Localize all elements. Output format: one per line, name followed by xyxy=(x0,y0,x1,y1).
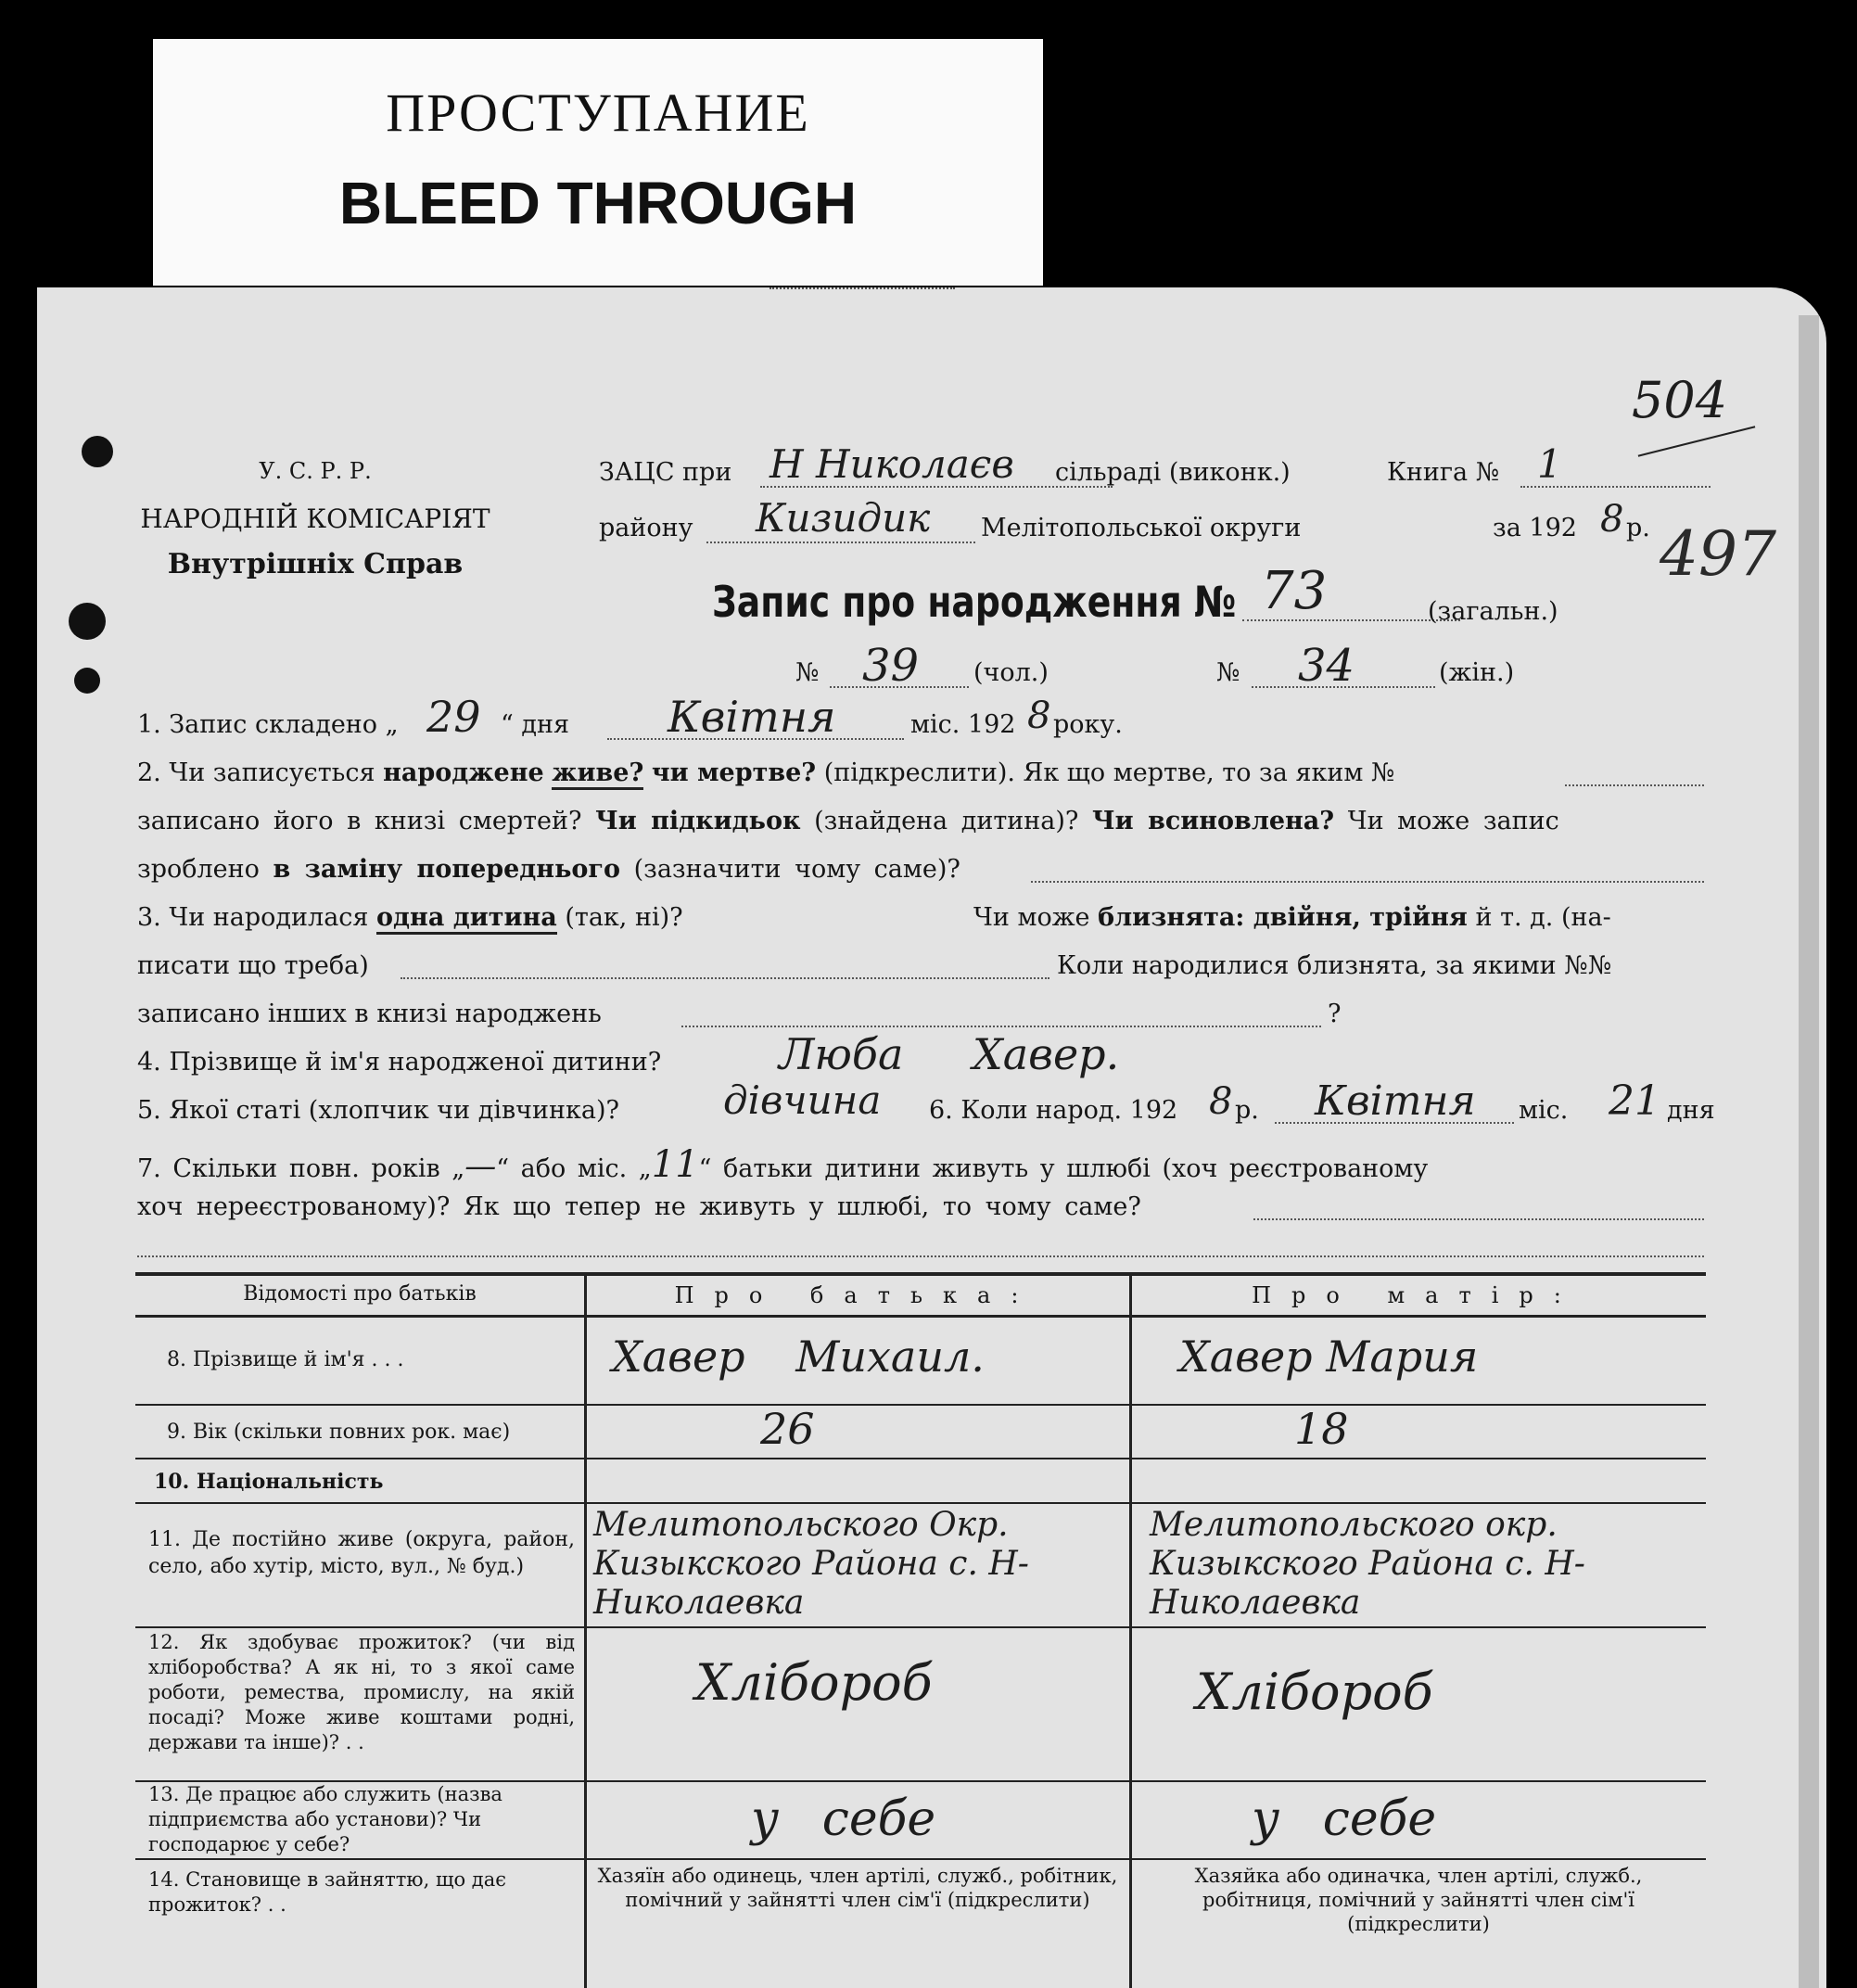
row-13-mother-hand: у себе xyxy=(1252,1791,1437,1847)
q4-child-name-hand: Люба Хавер. xyxy=(779,1029,1120,1079)
q1-end: року. xyxy=(1053,710,1123,739)
table-header-rule xyxy=(135,1315,1706,1318)
q2-death-number-field xyxy=(1565,784,1704,786)
q2-l2-c: (знайдена дитина)? xyxy=(814,807,1079,835)
q3-other-numbers-field xyxy=(681,1026,1321,1027)
row-13-label: 13. Де працює або служить (назва підприємства або установи)? Чи господарює у себе? xyxy=(148,1783,502,1855)
q3-l1-e: близнята: двійня, трійня xyxy=(1098,903,1468,932)
row-rule-8 xyxy=(135,1404,1706,1406)
q6-year-hand: 8 xyxy=(1209,1080,1233,1123)
female-count-field xyxy=(1252,686,1435,688)
q1-month-hand: Квітня xyxy=(668,692,836,742)
q2-l3-c: (зазначити чому саме)? xyxy=(633,855,960,884)
female-no-label: № xyxy=(1216,658,1240,687)
q1-prefix: 1. Запис складено „ xyxy=(137,710,399,739)
q7-reason-field xyxy=(1253,1218,1704,1220)
q3-l1-d: Чи може xyxy=(973,903,1090,932)
q6-label: 6. Коли народ. 192 xyxy=(929,1096,1178,1125)
birth-record-form xyxy=(37,287,1826,1988)
q2-replacement-field xyxy=(1031,881,1704,883)
q3-l2-a: писати що треба) xyxy=(137,951,369,980)
q2-line3 xyxy=(137,857,960,882)
district-label: району xyxy=(599,514,693,542)
row-14-label: 14. Становище в зайняттю, що дає прожиток? . . xyxy=(148,1868,506,1916)
row-14-mother-options: Хазяйка або одиначка, член артілі, служб., робітниця, помічний у зайнятті член сім'ї (підкреслити) xyxy=(1194,1865,1643,1935)
row-14-father-options: Хазяїн або одинець, член артілі, служб., робітник, помічний у зайнятті член сім'ї (підкреслити) xyxy=(597,1865,1118,1911)
q6-dnia: дня xyxy=(1667,1096,1715,1125)
q4-label: 4. Прізвище й ім'я народженої дитини? xyxy=(137,1048,662,1077)
issuer-line2: НАРОДНІЙ КОМІСАРІЯТ xyxy=(140,503,490,534)
margin-number-underline xyxy=(1638,426,1756,456)
q3-l3-a: записано інших в книзі народжень xyxy=(137,1000,602,1028)
row-9-father-hand: 26 xyxy=(760,1404,815,1454)
row-8-label: 8. Прізвище й ім'я . . . xyxy=(167,1348,404,1371)
record-number-hand: 73 xyxy=(1261,561,1328,621)
total-label: (загальн.) xyxy=(1428,597,1558,626)
book-label: Книга № xyxy=(1387,458,1500,487)
record-title: Запис про народження № xyxy=(712,577,1237,627)
q3-l2-b: Коли народилися близнята, за якими №№ xyxy=(1057,951,1612,980)
row-rule-9 xyxy=(135,1458,1706,1459)
q6-mis: міс. xyxy=(1519,1096,1569,1125)
book-field xyxy=(1520,486,1711,488)
q1-suffix: міс. 192 xyxy=(910,710,1016,739)
table-col-divider-1 xyxy=(584,1272,587,1988)
q7-years-hand: — xyxy=(464,1148,497,1185)
row-8-father-hand: Хавер Михаил. xyxy=(612,1332,985,1382)
table-header-father: Про батька: xyxy=(674,1282,1039,1308)
q3-twins-field xyxy=(401,977,1049,979)
q3-l1-f: й т. д. (на- xyxy=(1475,903,1611,932)
q3-l1-c: (так, ні)? xyxy=(565,903,683,932)
book-value: 1 xyxy=(1537,441,1562,487)
sheet-edge xyxy=(1799,315,1819,1988)
year-hand: 8 xyxy=(1600,498,1624,541)
q2-l1-b: народжене xyxy=(383,758,544,787)
margin-number-top: 504 xyxy=(1632,371,1728,429)
row-8-mother-hand: Хавер Мария xyxy=(1179,1332,1479,1382)
q7-reason-field-2 xyxy=(137,1255,1704,1257)
row-10-label: 10. Національність xyxy=(154,1470,384,1494)
q2-l3-a: зроблено xyxy=(137,855,260,884)
q3-single-field xyxy=(770,287,955,289)
q2-l1-e: (підкреслити). Як що мертве, то за яким № xyxy=(823,758,1395,787)
row-11-label: 11. Де постійно живе (округа, район, село, або хутір, місто, вул., № буд.) xyxy=(148,1528,575,1578)
row-rule-13 xyxy=(135,1858,1706,1860)
row-13-father-hand: у себе xyxy=(751,1791,936,1847)
row-9-label: 9. Вік (скільки повних рок. має) xyxy=(167,1421,511,1444)
q1-month-field xyxy=(607,738,904,740)
table-header-parents: Відомості про батьків xyxy=(243,1282,477,1306)
q7-l1-a: 7. Скільки повн. років „ xyxy=(137,1154,465,1183)
q1-mid: “ дня xyxy=(501,710,570,739)
district-hand: Кизидик xyxy=(756,495,931,541)
q5-label: 5. Якої статі (хлопчик чи дівчинка)? xyxy=(137,1096,619,1125)
district-suffix: Мелітопольської округи xyxy=(981,514,1302,542)
council-hand: Н Николаєв xyxy=(770,441,1014,487)
table-col-divider-2 xyxy=(1129,1272,1132,1988)
q5-sex-hand: дівчина xyxy=(723,1077,882,1123)
q3-line1b xyxy=(973,905,1611,930)
q1-year-hand: 8 xyxy=(1027,695,1051,737)
archive-label-ru: ПРОСТУПАНИЕ xyxy=(386,83,810,143)
archive-label-en: BLEED THROUGH xyxy=(338,170,858,236)
q7-l1-c: “ батьки дитини живуть у шлюбі (хоч реєстрованому xyxy=(698,1154,1429,1183)
district-field xyxy=(706,542,975,543)
q3-line1a xyxy=(137,905,683,930)
q6-month-field xyxy=(1275,1122,1514,1124)
row-12-mother-hand: Хлібороб xyxy=(1196,1663,1433,1721)
q6-r: р. xyxy=(1235,1096,1259,1125)
male-label: (чол.) xyxy=(973,658,1049,687)
q2-l3-b: в заміну попереднього xyxy=(273,855,620,884)
q3-l3-b: ? xyxy=(1328,1000,1342,1028)
zags-prefix: ЗАЦС при xyxy=(599,458,732,487)
q2-line2 xyxy=(137,809,1559,834)
q7-l2: хоч нереєстрованому)? Як що тепер не живуть у шлюбі, то чому саме? xyxy=(137,1192,1141,1221)
male-count-field xyxy=(830,686,969,688)
row-12-label: 12. Як здобуває прожиток? (чи від хліборобства? А як ні, то з якої саме роботи, ремества, промислу, на якій посаді? Може живе коштами родні, держави та інше)? . . xyxy=(148,1631,575,1753)
year-suffix: р. xyxy=(1626,514,1650,542)
row-rule-10 xyxy=(135,1502,1706,1504)
q6-month-hand: Квітня xyxy=(1315,1077,1476,1125)
q2-line1 xyxy=(137,760,1394,785)
q3-l1-a: 3. Чи народилася xyxy=(137,903,369,932)
archive-label-card xyxy=(153,39,1043,286)
margin-number-side: 497 xyxy=(1660,518,1776,590)
table-header-mother: Про матір: xyxy=(1252,1282,1582,1308)
male-count-hand: 39 xyxy=(862,640,920,692)
female-count-hand: 34 xyxy=(1298,640,1355,692)
issuer-line3: Внутрішніх Справ xyxy=(167,548,464,580)
row-12-father-hand: Хлібороб xyxy=(695,1653,933,1712)
q7-line1 xyxy=(137,1143,1429,1186)
q2-l2-e: Чи може запис xyxy=(1347,807,1559,835)
q7-months-hand: 11 xyxy=(651,1143,699,1186)
issuer-line1: У. С. Р. Р. xyxy=(259,458,372,484)
table-top-rule xyxy=(135,1272,1706,1276)
q7-l1-b: “ або міс. „ xyxy=(496,1154,652,1183)
council-suffix: сільраді (виконк.) xyxy=(1055,458,1291,487)
punch-hole-middle xyxy=(69,603,106,640)
female-label: (жін.) xyxy=(1439,658,1515,687)
q3-single-child-underlined: одна дитина xyxy=(376,903,557,935)
q2-l2-a: записано його в книзі смертей? xyxy=(137,807,582,835)
q1-day-hand: 29 xyxy=(426,692,481,742)
q2-l1-a: 2. Чи записується xyxy=(137,758,375,787)
row-rule-11 xyxy=(135,1626,1706,1628)
q2-alive-underlined: живе? xyxy=(552,758,643,790)
q2-l2-d: Чи всиновлена? xyxy=(1091,807,1335,835)
q2-l1-d: чи мертве? xyxy=(651,758,817,787)
row-9-mother-hand: 18 xyxy=(1294,1404,1349,1454)
male-no-label: № xyxy=(795,658,820,687)
year-prefix: за 192 xyxy=(1493,514,1577,542)
punch-hole-top xyxy=(82,436,113,467)
row-11-mother-hand: Мелитопольского окр. Кизыкского Района с. Н-Николаевка xyxy=(1150,1506,1585,1622)
q2-l2-b: Чи підкидьок xyxy=(595,807,801,835)
q6-day-hand: 21 xyxy=(1609,1077,1660,1125)
punch-hole-lower xyxy=(74,668,100,694)
row-11-father-hand: Мелитопольского Окр. Кизыкского Района с. Н-Николаевка xyxy=(593,1506,1029,1622)
